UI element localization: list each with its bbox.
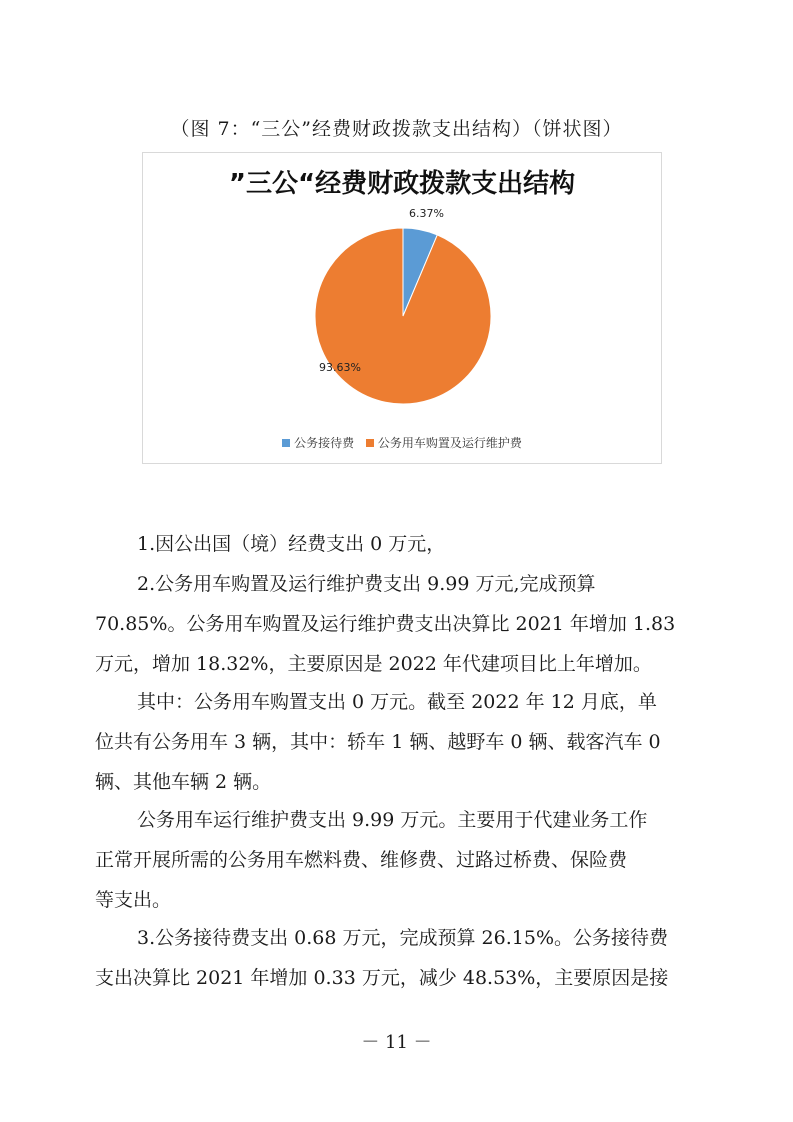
text-line: 70.85%。公务用车购置及运行维护费支出决算比 2021 年增加 1.83 bbox=[95, 613, 676, 635]
page-number: － 11 － bbox=[361, 1032, 432, 1053]
text-line: 支出决算比 2021 年增加 0.33 万元，减少 48.53%，主要原因是接 bbox=[95, 967, 669, 989]
data-label-vehicle: 93.63% bbox=[319, 361, 361, 374]
legend-item-vehicle bbox=[366, 434, 522, 451]
paragraph-3 bbox=[95, 682, 698, 802]
paragraph-2 bbox=[95, 564, 698, 684]
legend-item-reception bbox=[282, 434, 354, 451]
paragraph-1 bbox=[95, 524, 698, 564]
text-line: 其中：公务用车购置支出 0 万元。截至 2022 年 12 月底，单 bbox=[137, 691, 657, 713]
text-line: 万元，增加 18.32%，主要原因是 2022 年代建项目比上年增加。 bbox=[95, 653, 652, 675]
data-label-reception: 6.37% bbox=[409, 207, 444, 220]
text-line: 辆、其他车辆 2 辆。 bbox=[95, 771, 272, 793]
chart-legend bbox=[143, 434, 661, 451]
pie-slice-vehicle bbox=[315, 228, 491, 404]
legend-label-vehicle: 公务用车购置及运行维护费 bbox=[377, 436, 522, 450]
paragraph-5 bbox=[95, 918, 698, 998]
pie-chart bbox=[142, 152, 662, 464]
paragraph-4 bbox=[95, 800, 698, 920]
text-line: 1.因公出国（境）经费支出 0 万元， bbox=[137, 533, 446, 555]
text-line: 等支出。 bbox=[95, 889, 172, 911]
legend-label-reception: 公务接待费 bbox=[294, 436, 355, 450]
legend-swatch-vehicle bbox=[366, 439, 374, 447]
text-line: 2.公务用车购置及运行维护费支出 9.99 万元,完成预算 bbox=[137, 573, 596, 595]
text-line: 正常开展所需的公务用车燃料费、维修费、过路过桥费、保险费 bbox=[95, 849, 628, 871]
text-line: 公务用车运行维护费支出 9.99 万元。主要用于代建业务工作 bbox=[137, 809, 648, 831]
chart-title: ”三公“经费财政拨款支出结构 bbox=[228, 169, 576, 199]
text-line: 位共有公务用车 3 辆，其中：轿车 1 辆、越野车 0 辆、载客汽车 0 bbox=[95, 731, 661, 753]
pie-svg bbox=[143, 153, 663, 465]
text-line: 3.公务接待费支出 0.68 万元，完成预算 26.15%。公务接待费 bbox=[137, 927, 668, 949]
figure-caption: （图 7：“三公”经费财政拨款支出结构）（饼状图） bbox=[170, 118, 623, 140]
legend-swatch-reception bbox=[282, 439, 290, 447]
